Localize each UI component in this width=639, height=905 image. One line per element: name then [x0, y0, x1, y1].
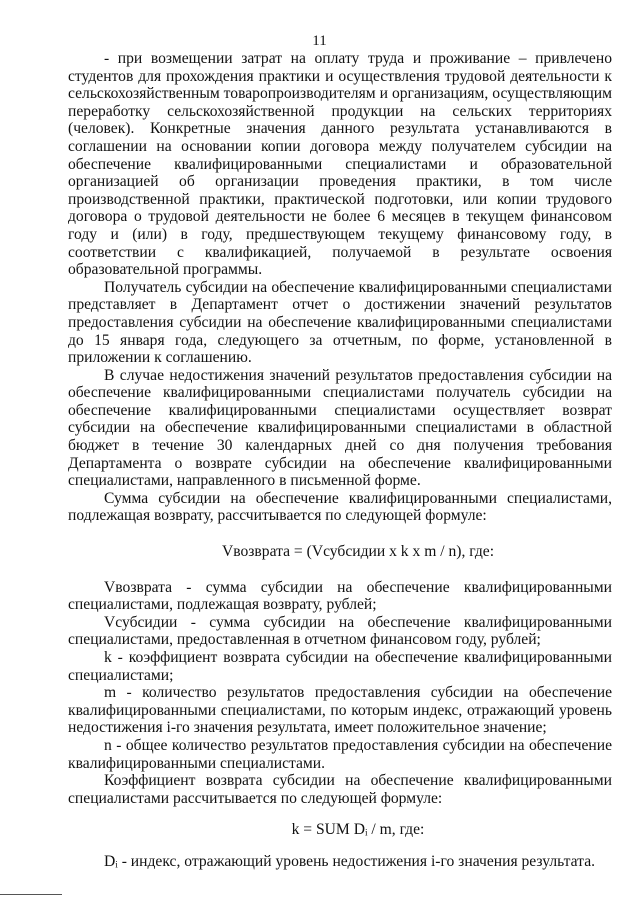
definition-n: n - общее количество результатов предоставления субсидии на обеспечение квалифицированными специалистами. [68, 736, 612, 772]
formula-refund-amount: Vвозврата = (Vсубсидии x k x m / n), где: [221, 543, 495, 561]
page-number: 11 [312, 33, 327, 49]
document-body [68, 50, 612, 871]
definition-v-return: Vвозврата - сумма субсидии на обеспечение квалифицированными специалистами, подлежащая возврату, рублей; [68, 578, 612, 614]
definition-v-subsidy: Vсубсидии - сумма субсидии на обеспечение квалифицированными специалистами, предоставленная в отчетном финансовом году, рублей; [68, 613, 612, 649]
paragraph-report-submission: Получатель субсидии на обеспечение квалифицированными специалистами представляет в Департамент отчет о достижении значений результатов предоставления субсидии на обеспечение квалифицированными специалистами до 15 января года, следующего за отчетным, по форме, установленной в приложении к соглашению. [68, 278, 612, 367]
definition-m: m - количество результатов предоставления субсидии на обеспечение квалифицированными специалистами, по которым индекс, отражающий уровень недостижения i-го значения результата, имеет положительное значение; [68, 684, 612, 737]
definition-d: Dᵢ - индекс, отражающий уровень недостижения i-го значения результата. [104, 852, 596, 870]
paragraph-refund-amount-intro: Сумма субсидии на обеспечение квалифицированными специалистами, подлежащая возврату, рассчитывается по следующей формуле: [68, 489, 612, 525]
paragraph-subsidy-refund: В случае недостижения значений результатов предоставления субсидии на обеспечение квалифицированными специалистами получатель субсидии на обеспечение квалифицированными специалистами осуществляет возврат субсидии на обеспечение квалифицированными специалистами в областной бюджет в течение 30 календарных дней со дня получения требования Департамента о возврате субсидии на обеспечение квалифицированными специалистами, направленного в письменной форме. [68, 366, 612, 490]
footnote-divider [0, 894, 62, 895]
paragraph-coefficient-intro: Коэффициент возврата субсидии на обеспечение квалифицированными специалистами рассчитывается по следующей формуле: [68, 772, 612, 807]
paragraph-compensation-result: - при возмещении затрат на оплату труда и проживание – привлечено студентов для прохождения практики и осуществления трудовой деятельности к сельскохозяйственным товаропроизводителям и организациям, осуществляющим переработку сельскохозяйственной продукции на сельских территориях (человек). Конкретные значения данного результата устанавливаются в соглашении на основании копии договора между получателем субсидии на обеспечение квалифицированными специалистами и образовательной организацией об организации проведения практики, в том числе производственной практики, практической подготовки, или копии трудового договора о трудовой деятельности не более 6 месяцев в текущем финансовом году и (или) в году, предшествующем текущему финансовому году, в соответствии с квалификацией, получаемой в результате освоения образовательной программы. [68, 50, 612, 279]
formula-coefficient: k = SUM Dᵢ / m, где: [291, 821, 425, 839]
definition-k: k - коэффициент возврата субсидии на обеспечение квалифицированными специалистами; [68, 649, 612, 684]
